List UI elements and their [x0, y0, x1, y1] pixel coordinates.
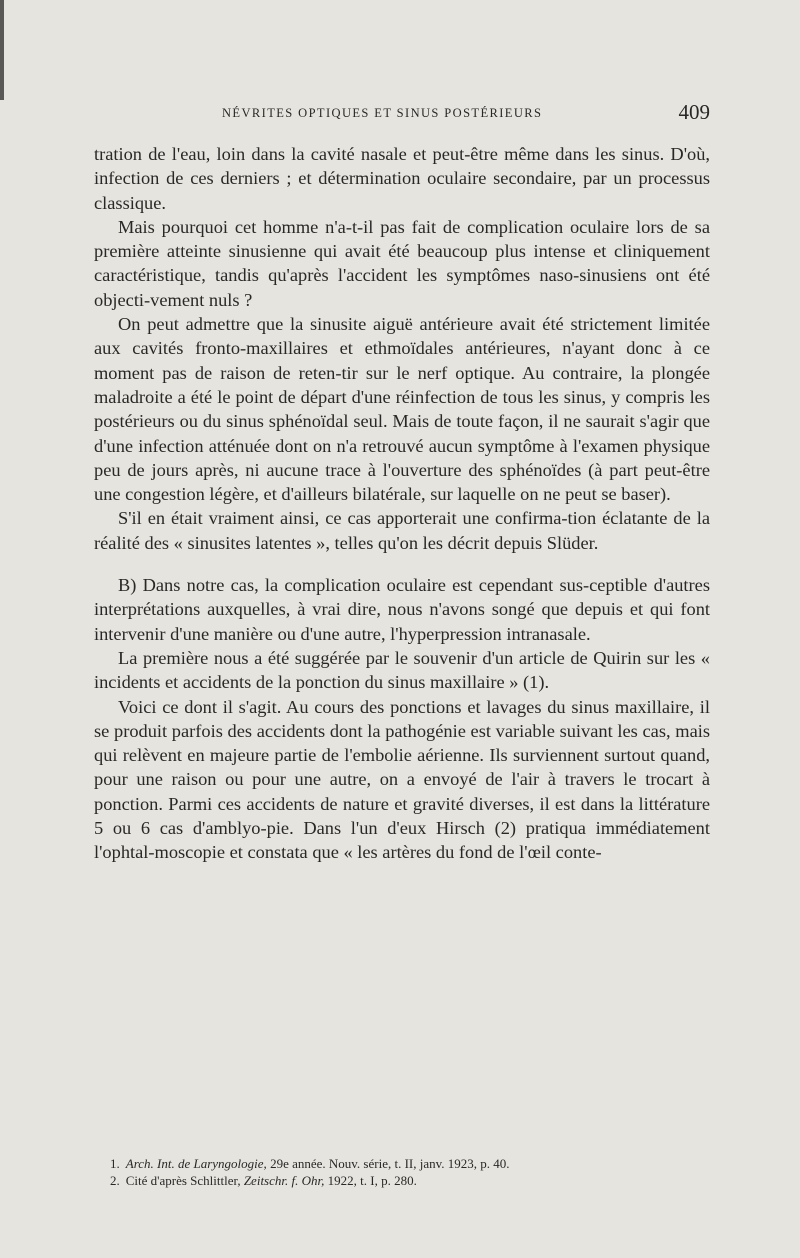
paragraph: On peut admettre que la sinusite aiguë antérieure avait été strictement limitée aux cavités fronto-maxillaires et ethmoïdales antérieures, n'ayant donc à ce moment pas de raison de reten-tir sur le nerf optique. Au contraire, la plongée maladroite a été le point de départ d'une réinfection de tous les sinus, y compris les postérieurs ou du sinus sphénoïdal seul. Mais de toute façon, il ne saurait s'agir que d'une infection atténuée dont on n'a retrouvé aucun symptôme à l'examen physique peu de jours après, ni aucune trace à l'ouverture des sphénoïdes (à part peut-être une congestion légère, et d'ailleurs bilatérale, sur laquelle on ne peut se baser). [94, 314, 710, 505]
paragraph: Voici ce dont il s'agit. Au cours des ponctions et lavages du sinus maxillaire, il se produit parfois des accidents dont la pathogénie est variable suivant les cas, mais qui relèvent en majeure partie de l'embolie aérienne. Ils surviennent surtout quand, pour une raison ou pour une autre, on a envoyé de l'air à travers le trocart à ponction. Parmi ces accidents de nature et gravité diverses, il est dans la littérature 5 ou 6 cas d'amblyo-pie. Dans l'un d'eux Hirsch (2) pratiqua immédiatement l'ophtal-moscopie et constata que « les artères du fond de l'œil conte- [94, 696, 710, 863]
paragraph: La première nous a été suggérée par le souvenir d'un article de Quirin sur les « incidents et accidents de la ponction du sinus maxillaire » (1). [94, 647, 710, 693]
footnote-source: Zeitschr. f. Ohr, [243, 1173, 325, 1188]
footnote-prefix: Cité d'après Schlittler, [125, 1173, 244, 1188]
footnote-details: 1922, t. I, p. 280. [324, 1173, 417, 1188]
page-header [96, 100, 710, 128]
paragraph-continuation: tration de l'eau, loin dans la cavité nasale et peut-être même dans les sinus. D'où, infection de ces derniers ; et détermination oculaire secondaire, par un processus classique. [94, 144, 710, 213]
footnotes [110, 1155, 710, 1189]
footnote-source: Arch. Int. de Laryngologie, [125, 1156, 267, 1171]
footnote-details: 29e année. Nouv. série, t. II, janv. 1923, p. 40. [266, 1156, 510, 1171]
footnote-2 [110, 1172, 710, 1189]
page-number: 409 [678, 100, 710, 124]
binding-edge [0, 0, 4, 100]
paragraph: Mais pourquoi cet homme n'a-t-il pas fait de complication oculaire lors de sa première atteinte sinusienne qui avait été beaucoup plus intense et cliniquement caractéristique, tandis qu'après l'accident les symptômes naso-sinusiens ont été objecti-vement nuls ? [94, 216, 710, 310]
footnote-number: 1. [110, 1156, 120, 1171]
body-text [94, 142, 710, 865]
paragraph-section-b: B) Dans notre cas, la complication oculaire est cependant sus-ceptible d'autres interprétations auxquelles, à vrai dire, nous n'avons songé que depuis et qui font intervenir d'une manière ou d'une autre, l'hyperpression intranasale. [94, 575, 710, 644]
footnote-1 [110, 1155, 710, 1172]
paragraph: S'il en était vraiment ainsi, ce cas apporterait une confirma-tion éclatante de la réalité des « sinusites latentes », telles qu'on les décrit depuis Slüder. [94, 508, 710, 553]
running-title: NÉVRITES OPTIQUES ET SINUS POSTÉRIEURS [222, 106, 543, 120]
footnote-number: 2. [110, 1173, 120, 1188]
